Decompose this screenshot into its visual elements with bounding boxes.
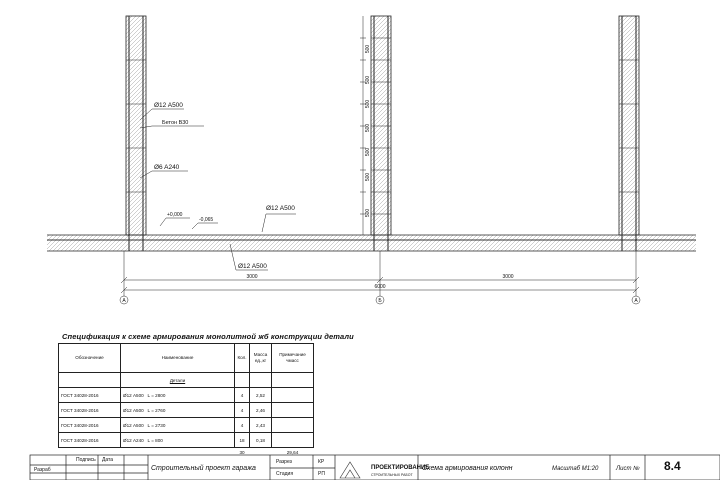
row-qty: 4 bbox=[235, 418, 250, 433]
row-qty: 4 bbox=[235, 403, 250, 418]
row-mass: 0,18 bbox=[250, 433, 272, 448]
stamp-sheet-title: Схема армирования колонн bbox=[422, 465, 513, 472]
stamp-company-sub: СТРОИТЕЛЬНЫХ РАБОТ bbox=[371, 473, 413, 477]
stamp-stage2-label: Стадия bbox=[276, 471, 294, 477]
stamp-company: ПРОЕКТИРОВАНИЕ bbox=[371, 465, 430, 471]
row-designation: ГОСТ 34028-2016 bbox=[59, 403, 121, 418]
stamp-sheet-label: Лист № bbox=[616, 466, 640, 472]
title-block bbox=[30, 455, 720, 480]
stamp-project: Строительный проект гаража bbox=[151, 465, 256, 472]
header-designation: Обозначение bbox=[59, 344, 121, 373]
stamp-scale: Масштаб М1:20 bbox=[552, 466, 599, 472]
stamp-stage-code: КР bbox=[318, 459, 325, 465]
column-right bbox=[619, 16, 639, 251]
label-level-minus: -0,065 bbox=[199, 217, 214, 223]
row-qty: 4 bbox=[235, 388, 250, 403]
spec-section-label: Детали bbox=[121, 373, 235, 388]
header-mass: Масса ед.,кг bbox=[250, 344, 272, 373]
dim-span-right: 3000 bbox=[502, 274, 514, 280]
spec-title: Спецификация к схеме армирования монолитной жб конструкции детали bbox=[62, 332, 354, 341]
spec-section-row bbox=[59, 373, 314, 388]
label-bar-bottom: Ø12 A500 bbox=[238, 263, 267, 270]
stamp-role-dev: Разраб bbox=[34, 467, 51, 473]
row-qty: 18 bbox=[235, 433, 250, 448]
vdim-6: 500 bbox=[365, 172, 371, 182]
spec-header-row bbox=[59, 344, 314, 373]
column-middle bbox=[371, 16, 391, 251]
stamp-col-sign: Подпись bbox=[76, 457, 96, 463]
table-row bbox=[59, 418, 314, 433]
vdim-2: 500 bbox=[365, 75, 371, 85]
row-mass: 2,46 bbox=[250, 403, 272, 418]
stamp-col-date: Дата bbox=[102, 457, 114, 463]
label-level-zero: +0,000 bbox=[167, 212, 183, 218]
stamp-stage-label: Разрез bbox=[276, 459, 292, 465]
label-rebar-top: Ø12 A500 bbox=[154, 102, 183, 109]
axis-label-right: А bbox=[634, 298, 638, 304]
vdim-7: 500 bbox=[365, 208, 371, 218]
axis-label-mid: Б bbox=[378, 298, 382, 304]
stamp-stage2-code: РП bbox=[318, 471, 325, 477]
header-qty: Кол. bbox=[235, 344, 250, 373]
row-mass: 2,52 bbox=[250, 388, 272, 403]
row-name: Ø12 А500 L = 2760 bbox=[121, 403, 235, 418]
row-name: Ø12 А500 L = 2800 bbox=[121, 388, 235, 403]
specification-table bbox=[58, 343, 314, 456]
vdim-5: 500 bbox=[365, 147, 371, 157]
table-row bbox=[59, 388, 314, 403]
header-name: Наименование bbox=[121, 344, 235, 373]
row-name: Ø12 А240 L = 800 bbox=[121, 433, 235, 448]
label-bar-mid: Ø12 A500 bbox=[266, 205, 295, 212]
vdim-1: 500 bbox=[365, 44, 371, 54]
row-designation: ГОСТ 34028-2016 bbox=[59, 418, 121, 433]
axis-label-left: А bbox=[122, 298, 126, 304]
dim-span-left: 3000 bbox=[246, 274, 258, 280]
vdim-3: 500 bbox=[365, 99, 371, 109]
total-mass: 29,64 bbox=[286, 449, 299, 455]
total-qty: 30 bbox=[239, 449, 245, 455]
foundation-strip bbox=[47, 235, 696, 251]
row-mass: 2,43 bbox=[250, 418, 272, 433]
row-designation: ГОСТ 34028-2016 bbox=[59, 433, 121, 448]
row-designation: ГОСТ 34028-2016 bbox=[59, 388, 121, 403]
label-stirrup: Ø6 A240 bbox=[154, 164, 180, 171]
dim-total: 6000 bbox=[374, 284, 386, 290]
table-row bbox=[59, 433, 314, 448]
row-name: Ø12 А500 L = 2730 bbox=[121, 418, 235, 433]
vdim-4: 500 bbox=[365, 123, 371, 133]
label-concrete: Бетон В30 bbox=[162, 120, 189, 126]
column-left bbox=[126, 16, 146, 251]
table-row bbox=[59, 403, 314, 418]
sheet-number: 8.4 bbox=[664, 459, 681, 473]
header-note: Примечание чмасс bbox=[272, 344, 314, 373]
